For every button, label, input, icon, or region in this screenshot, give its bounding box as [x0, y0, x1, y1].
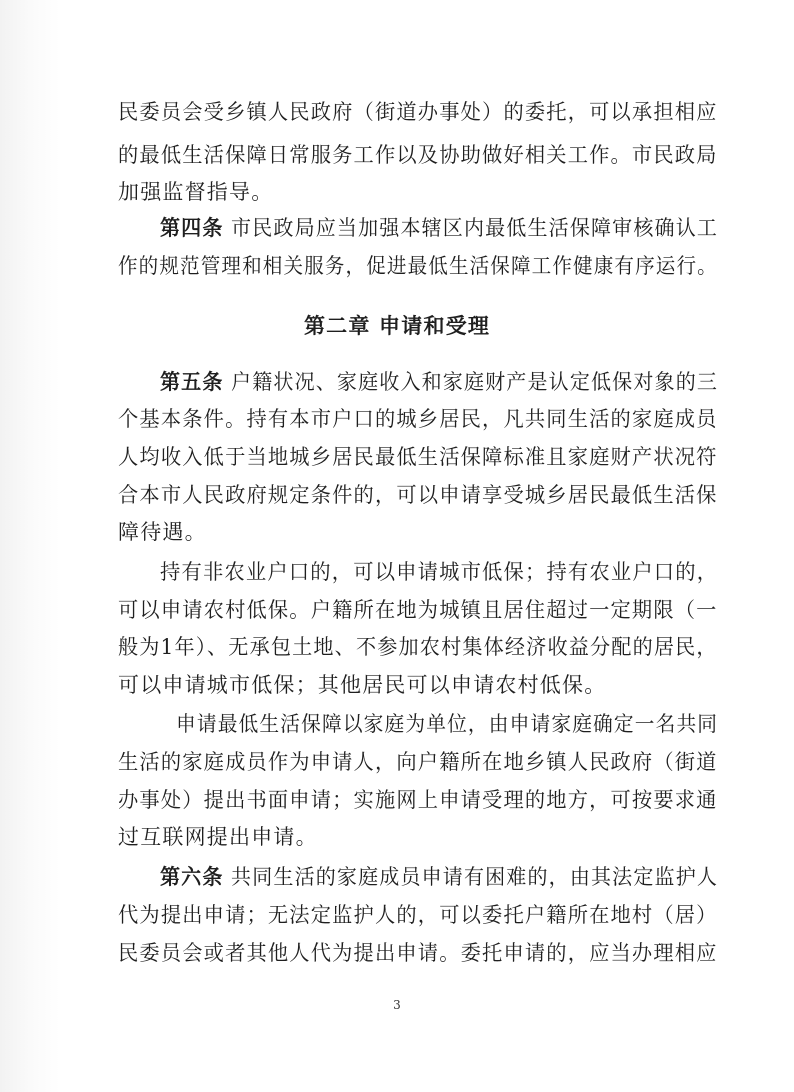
text-line: 可以申请城市低保；其他居民可以申请农村低保。 — [118, 673, 607, 697]
text-line: 可以申请农村低保。户籍所在地为城镇且居住超过一定期限（一 — [118, 598, 718, 622]
text-line: 合本市人民政府规定条件的，可以申请享受城乡居民最低生活保 — [118, 483, 718, 507]
text-line: 代为提出申请；无法定监护人的，可以委托户籍所在地村（居） — [118, 903, 718, 927]
chapter-heading: 第二章 申请和受理 — [303, 313, 491, 338]
article-label: 第四条 — [160, 215, 224, 240]
text-line: 作的规范管理和相关服务，促进最低生活保障工作健康有序运行。 — [118, 254, 718, 278]
text-line: 般为1年）、无承包土地、不参加农村集体经济收益分配的居民， — [118, 635, 718, 659]
article-label: 第六条 — [160, 864, 224, 889]
text-line: 持有非农业户口的，可以申请城市低保；持有农业户口的， — [160, 560, 719, 584]
article-5-line: 第五条 户籍状况、家庭收入和家庭财产是认定低保对象的三 — [160, 369, 719, 394]
text-line: 障待遇。 — [118, 520, 207, 544]
article-label: 第五条 — [160, 369, 224, 394]
article-6-line: 第六条 共同生活的家庭成员申请有困难的，由其法定监护人 — [160, 864, 719, 889]
text-line: 生活的家庭成员作为申请人，向户籍所在地乡镇人民政府（街道 — [118, 750, 718, 774]
text-line: 办事处）提出书面申请；实施网上申请受理的地方，可按要求通 — [118, 788, 718, 812]
text-line: 个基本条件。持有本市户口的城乡居民，凡共同生活的家庭成员 — [118, 407, 718, 431]
page-number: 3 — [393, 998, 401, 1012]
text-line: 民委员会受乡镇人民政府（街道办事处）的委托，可以承担相应 — [118, 100, 718, 124]
text-line: 的最低生活保障日常服务工作以及协助做好相关工作。市民政局 — [118, 143, 718, 167]
text-line: 申请最低生活保障以家庭为单位，由申请家庭确定一名共同 — [176, 712, 719, 736]
article-4-line: 第四条 市民政局应当加强本辖区内最低生活保障审核确认工 — [160, 215, 719, 240]
text-line: 人均收入低于当地城乡居民最低生活保障标准且家庭财产状况符 — [118, 445, 718, 469]
text-line: 过互联网提出申请。 — [118, 825, 318, 849]
text-line: 加强监督指导。 — [118, 180, 274, 204]
text-line: 民委员会或者其他人代为提出申请。委托申请的，应当办理相应 — [118, 941, 718, 965]
